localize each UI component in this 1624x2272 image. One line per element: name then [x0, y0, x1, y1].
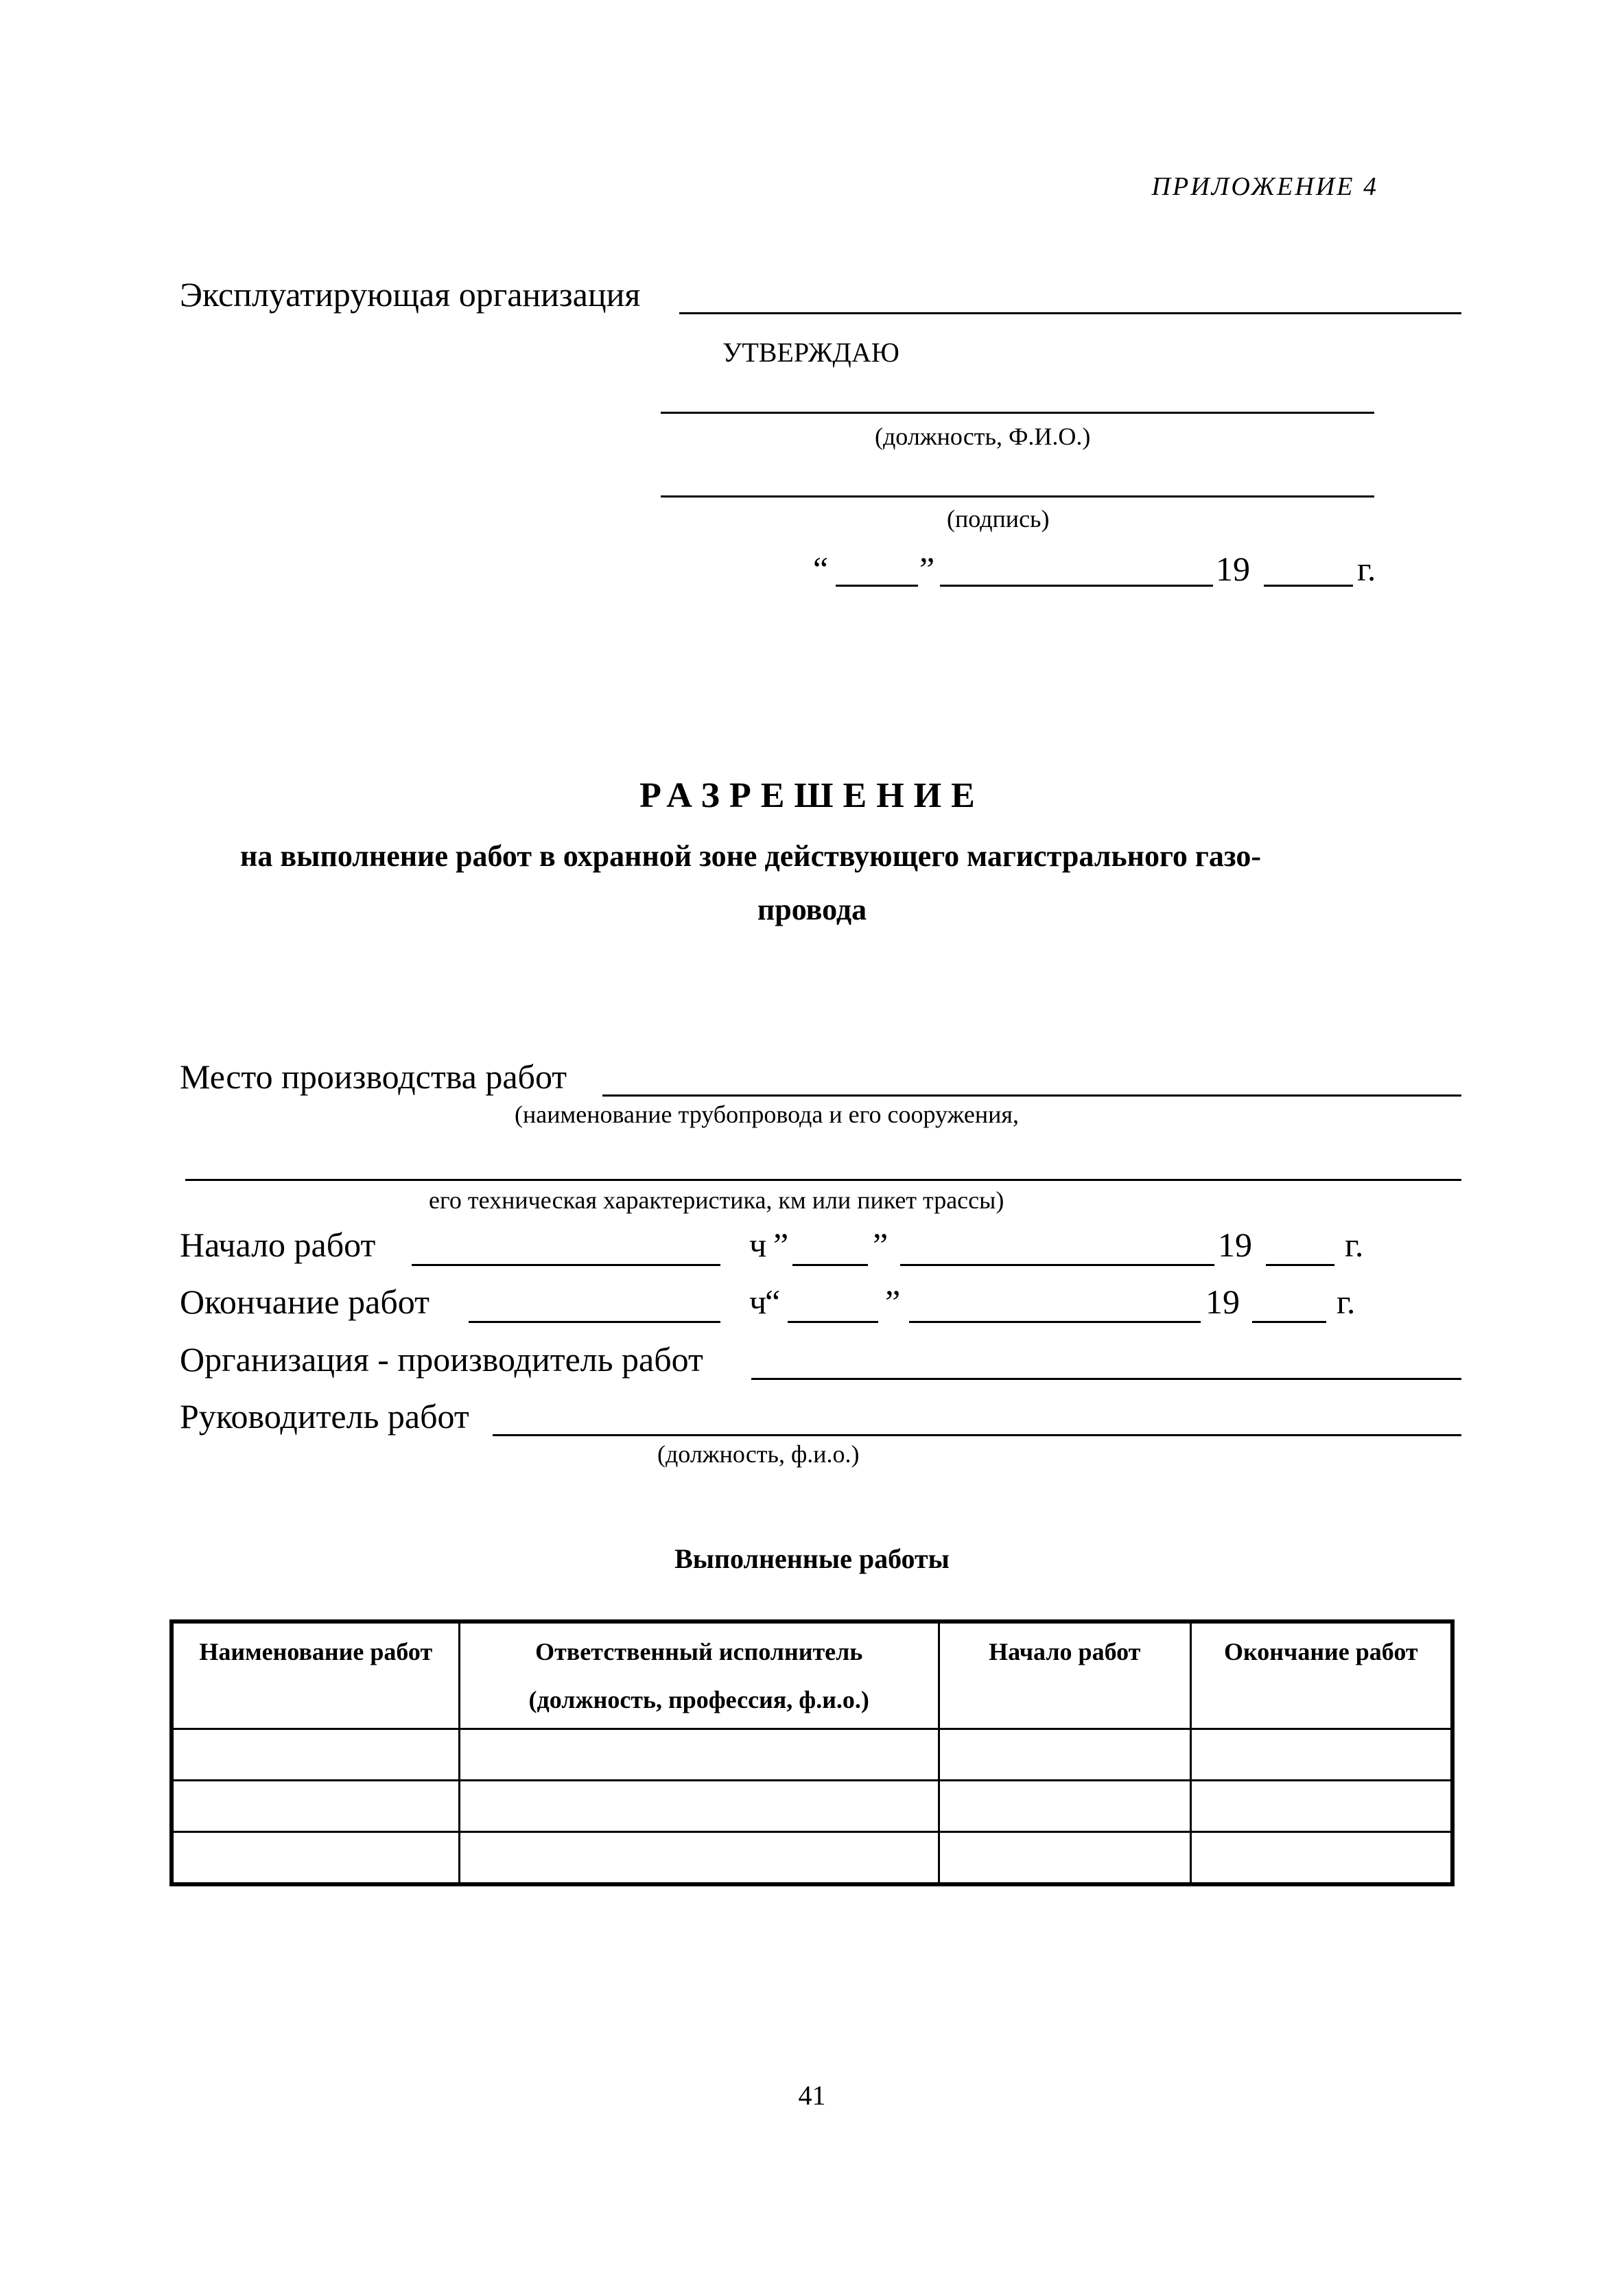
table-row	[172, 1781, 1452, 1832]
approve-date-year-suffix: г.	[1357, 550, 1376, 588]
table-cell[interactable]	[1190, 1729, 1452, 1781]
approver-signature-caption: (подпись)	[947, 505, 1050, 532]
start-open-quote: ”	[773, 1226, 789, 1264]
producer-org-label: Организация - производитель работ	[180, 1340, 703, 1379]
works-table-header	[172, 1621, 1452, 1729]
end-month-line[interactable]	[909, 1321, 1201, 1323]
header-start: Начало работ	[939, 1621, 1190, 1729]
end-day-line[interactable]	[788, 1321, 878, 1323]
document-subtitle-line2: провода	[757, 893, 867, 926]
end-time-line[interactable]	[469, 1321, 720, 1323]
operating-org-line[interactable]	[679, 312, 1461, 314]
table-row	[172, 1832, 1452, 1885]
approver-signature-line[interactable]	[661, 495, 1374, 497]
place-line[interactable]	[602, 1094, 1461, 1097]
start-label: Начало работ	[180, 1226, 376, 1264]
works-table-title: Выполненные работы	[674, 1543, 950, 1574]
start-close-quote: ”	[873, 1226, 889, 1264]
end-label: Окончание работ	[180, 1283, 429, 1321]
table-cell[interactable]	[459, 1832, 939, 1885]
table-cell[interactable]	[1190, 1781, 1452, 1832]
manager-line[interactable]	[493, 1434, 1461, 1436]
manager-caption: (должность, ф.и.о.)	[657, 1440, 860, 1468]
start-time-line[interactable]	[412, 1264, 720, 1266]
start-month-line[interactable]	[900, 1264, 1214, 1266]
table-cell[interactable]	[459, 1781, 939, 1832]
appendix-label: ПРИЛОЖЕНИЕ 4	[1151, 172, 1378, 201]
approve-date-day-line[interactable]	[836, 585, 918, 587]
table-cell[interactable]	[172, 1729, 459, 1781]
start-day-line[interactable]	[792, 1264, 868, 1266]
works-table	[169, 1619, 1455, 1886]
start-hour-label: ч	[749, 1226, 767, 1264]
end-year-suffix: г.	[1337, 1283, 1356, 1321]
approve-label: УТВЕРЖДАЮ	[722, 337, 899, 368]
table-cell[interactable]	[172, 1832, 459, 1885]
header-responsible	[459, 1621, 939, 1729]
header-responsible-details: (должность, профессия, ф.и.о.)	[528, 1686, 869, 1713]
producer-org-line[interactable]	[751, 1378, 1461, 1380]
document-subtitle-line1: на выполнение работ в охранной зоне действующего магистрального газо-	[240, 839, 1261, 873]
table-cell[interactable]	[172, 1781, 459, 1832]
start-year-suffix: г.	[1345, 1226, 1364, 1264]
place-line-2[interactable]	[185, 1179, 1461, 1181]
end-open-quote: “	[765, 1283, 781, 1321]
header-work-name: Наименование работ	[172, 1621, 459, 1729]
end-close-quote: ”	[885, 1283, 901, 1321]
approve-date-month-line[interactable]	[940, 585, 1213, 587]
table-cell[interactable]	[1190, 1832, 1452, 1885]
page-number: 41	[798, 2080, 826, 2111]
table-cell[interactable]	[939, 1781, 1190, 1832]
approve-date-year-line[interactable]	[1264, 585, 1353, 587]
operating-org-label: Эксплуатирующая организация	[180, 275, 641, 314]
end-year-prefix: 19	[1205, 1283, 1240, 1321]
place-caption-1: (наименование трубопровода и его сооружения,	[515, 1101, 1019, 1128]
manager-label: Руководитель работ	[180, 1397, 469, 1436]
table-row	[172, 1729, 1452, 1781]
end-year-line[interactable]	[1252, 1321, 1326, 1323]
approver-position-caption: (должность, Ф.И.О.)	[875, 423, 1091, 450]
approve-date-close-quote: ”	[919, 550, 935, 588]
table-cell[interactable]	[939, 1832, 1190, 1885]
table-cell[interactable]	[459, 1729, 939, 1781]
place-label: Место производства работ	[180, 1057, 567, 1096]
approve-date-open-quote: “	[813, 550, 829, 588]
place-caption-2: его техническая характеристика, км или пикет трассы)	[429, 1186, 1004, 1214]
approver-position-line[interactable]	[661, 412, 1374, 414]
start-year-prefix: 19	[1218, 1226, 1252, 1264]
end-hour-label: ч	[749, 1283, 767, 1321]
start-year-line[interactable]	[1266, 1264, 1334, 1266]
header-responsible-title: Ответственный исполнитель	[535, 1638, 863, 1665]
header-end: Окончание работ	[1190, 1621, 1452, 1729]
table-cell[interactable]	[939, 1729, 1190, 1781]
approve-date-year-prefix: 19	[1216, 550, 1250, 588]
document-title: РАЗРЕШЕНИЕ	[639, 776, 985, 815]
